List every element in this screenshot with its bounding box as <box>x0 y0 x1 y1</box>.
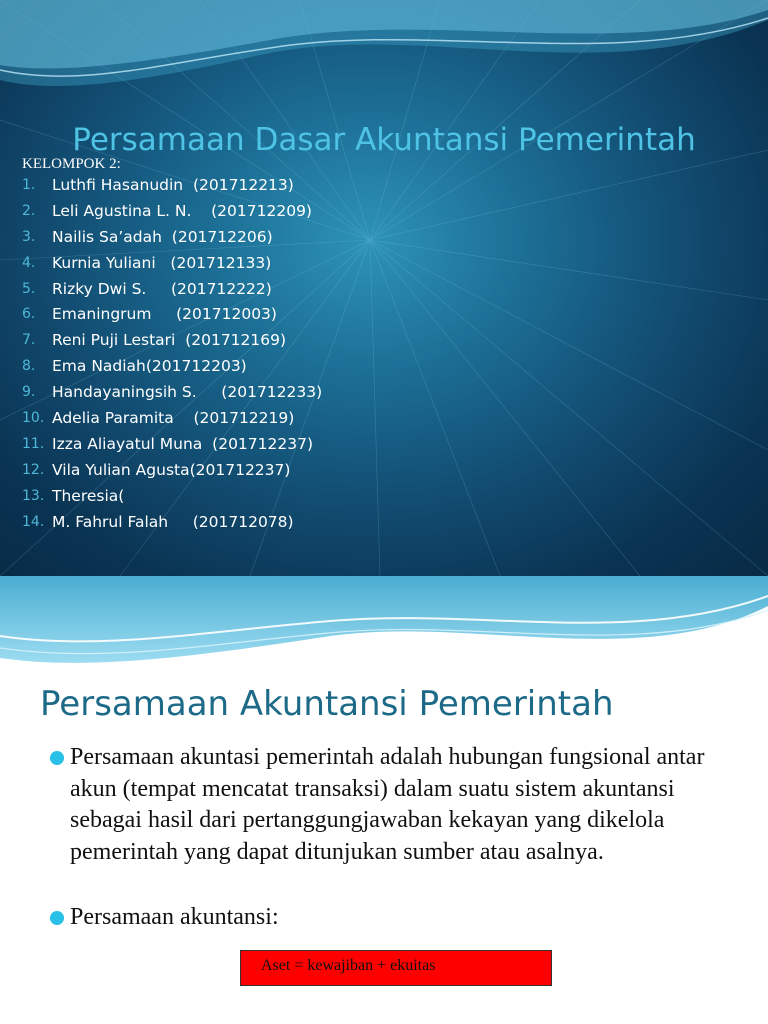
member-name: Theresia( <box>52 486 125 505</box>
member-number: 13. <box>22 487 45 504</box>
member-name: Emaningrum (201712003) <box>52 305 277 324</box>
member-number: 4. <box>22 254 36 271</box>
member-name: Luthfi Hasanudin (201712213) <box>52 176 294 194</box>
member-number: 11. <box>22 435 45 452</box>
member-number: 1. <box>22 177 36 193</box>
bullet-text: Persamaan akuntasi pemerintah adalah hubungan fungsional antar akun (tempat mencatat transaksi) dalam suatu sistem akuntansi sebagai hasil dari pertanggungjawaban kekayan yang dikelola pemerintah yang dapat ditunjukan sumber atau asalnya. <box>70 744 705 865</box>
member-number: 3. <box>22 228 36 245</box>
member-name: Rizky Dwi S. (201712222) <box>52 279 272 298</box>
member-number: 6. <box>22 306 36 323</box>
member-number: 5. <box>22 280 36 297</box>
bullet-icon <box>50 751 64 765</box>
bullet-equation-label <box>50 902 730 934</box>
member-name: Kurnia Yuliani (201712133) <box>52 253 272 272</box>
member-number: 9. <box>22 384 36 401</box>
member-number: 2. <box>22 202 36 219</box>
member-name: Reni Puji Lestari (201712169) <box>52 331 287 350</box>
member-number: 14. <box>22 513 45 530</box>
member-number: 10. <box>22 410 45 427</box>
member-name: Handayaningsih S. (201712233) <box>52 383 323 402</box>
top-wave <box>0 0 768 110</box>
member-number: 12. <box>22 461 45 478</box>
member-name: M. Fahrul Falah (201712078) <box>52 512 294 531</box>
slide-1-title: Persamaan Dasar Akuntansi Pemerintah <box>72 122 696 158</box>
member-name: Leli Agustina L. N. (201712209) <box>52 201 312 220</box>
member-name: Izza Aliayatul Muna (201712237) <box>52 434 314 453</box>
slide-2 <box>0 576 768 1024</box>
equation-box: Aset = kewajiban + ekuitas <box>240 950 552 986</box>
bullet-icon <box>50 911 64 925</box>
member-name: Vila Yulian Agusta(201712237) <box>52 460 291 479</box>
member-number: 8. <box>22 358 36 375</box>
slide-2-wave <box>0 576 768 676</box>
group-label: KELOMPOK 2: <box>22 156 121 172</box>
member-name: Ema Nadiah(201712203) <box>52 357 247 376</box>
bullet-text: Persamaan akuntansi: <box>70 904 279 930</box>
member-name: Nailis Sa’adah (201712206) <box>52 227 273 246</box>
slide-2-title: Persamaan Akuntansi Pemerintah <box>40 684 614 724</box>
member-number: 7. <box>22 332 36 349</box>
member-name: Adelia Paramita (201712219) <box>52 409 295 428</box>
bullet-definition <box>50 742 730 868</box>
